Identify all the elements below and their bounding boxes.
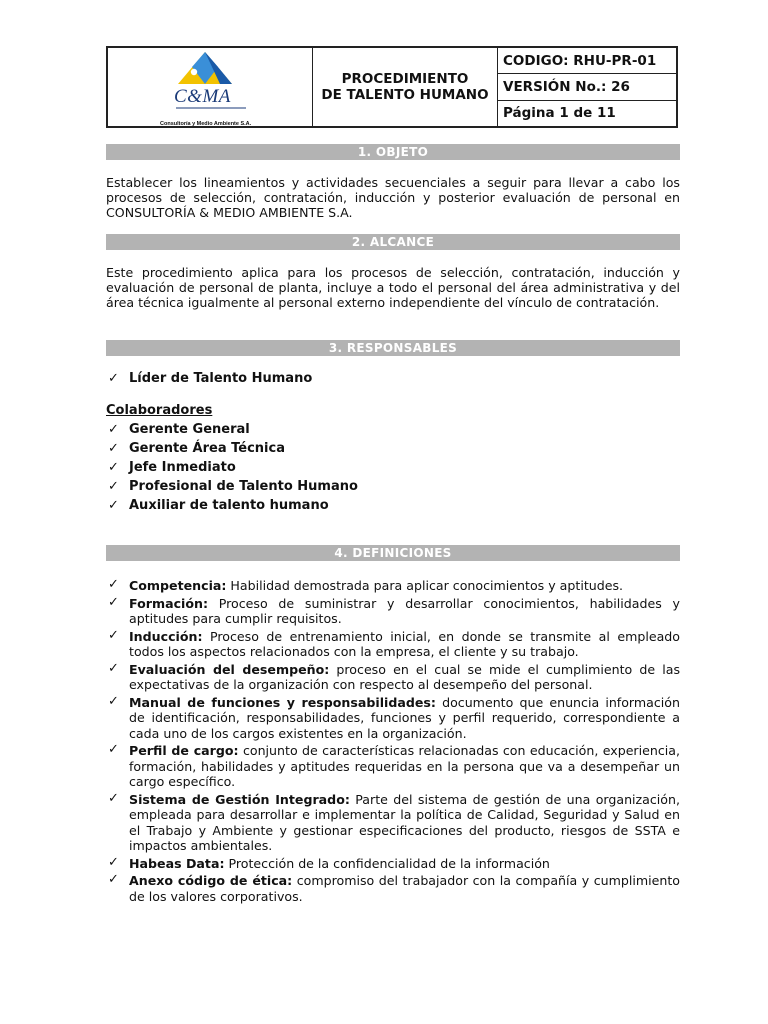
objeto-text: Establecer los lineamientos y actividades secuenciales a seguir para llevar a cabo los procesos de selección, contratación, inducción y posterior evaluación de personal en CONSULTORÍA & MEDIO AMBIENTE S.A. <box>106 175 680 220</box>
definition-text: proceso en el cual se mide el cumplimiento de las expectativas de la organización con respecto al desempeño del personal. <box>129 661 681 692</box>
checkmark-icon: ✓ <box>108 498 119 513</box>
checkmark-icon: ✓ <box>108 577 119 592</box>
definition-text: Parte del sistema de gestión de una organización, empleada para desarrollar e implementar la política de Calidad, Seguridad y Salud en el Trabajo y Ambiente y gestionar especificaciones del producto, riesgos de SSTA e impactos ambientales. <box>129 791 680 853</box>
definition-term: Inducción: <box>129 628 203 644</box>
responsable-label: Líder de Talento Humano <box>129 371 313 386</box>
document-meta <box>498 48 676 126</box>
definition-term: Competencia: <box>129 578 227 593</box>
list-item <box>106 629 680 660</box>
definition-term: Manual de funciones y responsabilidades: <box>129 694 436 710</box>
checkmark-icon: ✓ <box>108 854 119 870</box>
list-item <box>106 792 680 854</box>
list-item <box>106 856 680 872</box>
colaborador-label: Profesional de Talento Humano <box>129 479 358 494</box>
definition-text: documento que enuncia información de identificación, responsabilidades, funciones y perfil requerido, correspondiente a cada uno de los cargos existentes en la organización. <box>129 694 680 741</box>
list-item <box>106 477 680 496</box>
colaborador-label: Gerente Área Técnica <box>129 441 285 456</box>
lider-list <box>106 369 680 388</box>
checkmark-icon: ✓ <box>108 693 119 709</box>
checkmark-icon: ✓ <box>108 872 119 887</box>
list-item <box>106 596 680 627</box>
checkmark-icon: ✓ <box>108 479 119 494</box>
section-bar-objeto: 1. OBJETO <box>106 144 680 160</box>
list-item <box>106 496 680 515</box>
logo-text: C&MA <box>174 86 231 107</box>
document-code: CODIGO: RHU-PR-01 <box>498 48 676 74</box>
list-item <box>106 743 680 790</box>
page-number: Página 1 de 11 <box>503 105 616 122</box>
definition-text: Habilidad demostrada para aplicar conocimientos y aptitudes. <box>226 578 624 593</box>
checkmark-icon: ✓ <box>108 441 119 456</box>
colaborador-label: Gerente General <box>129 422 250 437</box>
colaborador-label: Auxiliar de talento humano <box>129 498 329 513</box>
logo-cell <box>108 48 313 126</box>
colaboradores-list <box>106 420 680 515</box>
checkmark-icon: ✓ <box>108 460 119 475</box>
document-version: VERSIÓN No.: 26 <box>498 74 676 100</box>
section-bar-definiciones: 4. DEFINICIONES <box>106 545 680 561</box>
checkmark-icon: ✓ <box>108 742 119 757</box>
definition-term: Habeas Data: <box>129 855 225 871</box>
list-item <box>106 439 680 458</box>
list-item <box>106 369 680 388</box>
checkmark-icon: ✓ <box>108 594 119 610</box>
title-line-1: PROCEDIMIENTO <box>341 71 469 87</box>
definiciones-list <box>106 578 680 906</box>
document-title <box>313 48 498 126</box>
definition-term: Sistema de Gestión Integrado: <box>129 791 350 807</box>
checkmark-icon: ✓ <box>108 422 119 437</box>
list-item <box>106 458 680 477</box>
colaborador-label: Jefe Inmediato <box>129 460 236 475</box>
document-header <box>106 46 678 128</box>
checkmark-icon: ✓ <box>108 627 119 643</box>
definition-text: Proceso de entrenamiento inicial, en donde se transmite al empleado todos los aspectos relacionados con la empresa, el cliente y su trabajo. <box>129 628 680 659</box>
colaboradores-title: Colaboradores <box>106 403 213 418</box>
section-bar-responsables: 3. RESPONSABLES <box>106 340 680 356</box>
alcance-text: Este procedimiento aplica para los procesos de selección, contratación, inducción y evaluación de personal de planta, incluye a todo el personal del área administrativa y del área técnica igualmente al personal externo independiente del vínculo de contratación. <box>106 265 680 310</box>
list-item <box>106 420 680 439</box>
list-item <box>106 662 680 693</box>
checkmark-icon: ✓ <box>108 371 119 386</box>
definition-term: Formación: <box>129 595 209 611</box>
definition-term: Anexo código de ética: <box>129 873 293 888</box>
section-bar-alcance: 2. ALCANCE <box>106 234 680 250</box>
list-item <box>106 695 680 742</box>
definition-text: compromiso del trabajador con la compañía y cumplimiento de los valores corporativos. <box>129 873 680 904</box>
logo-subtitle: Consultoría y Medio Ambiente S.A. <box>160 121 252 127</box>
definition-text: conjunto de características relacionadas con educación, experiencia, formación, habilidades y aptitudes requeridas en la persona que va a desempeñar un cargo específico. <box>129 743 680 789</box>
title-line-2: DE TALENTO HUMANO <box>321 87 489 103</box>
checkmark-icon: ✓ <box>108 660 119 676</box>
list-item <box>106 578 680 594</box>
definition-text: Proceso de suministrar y desarrollar conocimientos, habilidades y aptitudes para cumplir requisitos. <box>129 595 680 626</box>
list-item <box>106 873 680 904</box>
definition-text: Protección de la confidencialidad de la información <box>224 855 550 871</box>
definition-term: Perfil de cargo: <box>129 743 239 758</box>
definition-term: Evaluación del desempeño: <box>129 661 330 677</box>
checkmark-icon: ✓ <box>108 790 119 806</box>
